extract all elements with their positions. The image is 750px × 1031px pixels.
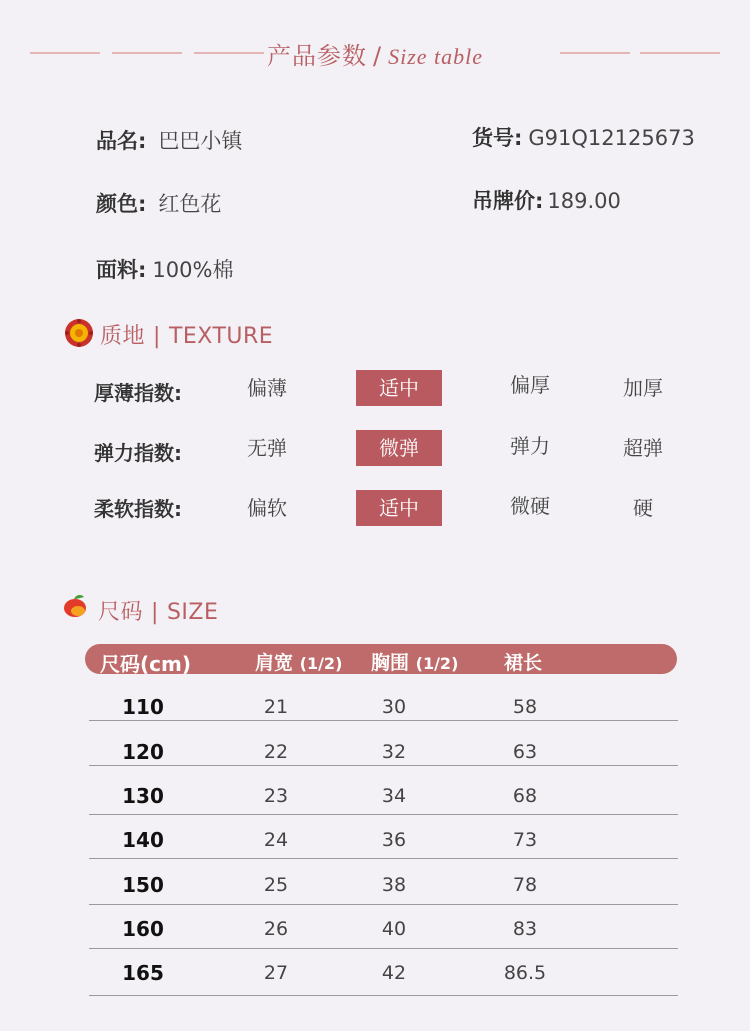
texture-heading-en: TEXTURE bbox=[168, 324, 274, 349]
name-value: 巴巴小镇 bbox=[158, 129, 243, 153]
product-name bbox=[96, 125, 242, 155]
col-shoulder-label: 肩宽 bbox=[255, 652, 294, 674]
row-140-shoulder: 24 bbox=[263, 829, 289, 851]
elasticity-label: 弹力指数: bbox=[94, 441, 182, 465]
row-divider bbox=[89, 995, 678, 996]
row-110-shoulder: 21 bbox=[263, 696, 289, 718]
texture-heading-cn: 质地 bbox=[100, 324, 146, 349]
row-divider bbox=[89, 720, 678, 721]
product-fabric bbox=[96, 254, 233, 284]
sku-value: G91Q12125673 bbox=[528, 126, 695, 150]
col-chest bbox=[371, 648, 458, 675]
color-value: 红色花 bbox=[158, 192, 222, 216]
texture-heading-divider: | bbox=[153, 324, 161, 349]
row-110-chest: 30 bbox=[381, 696, 407, 718]
softness-option-soft: 偏软 bbox=[247, 496, 287, 520]
size-heading bbox=[98, 595, 218, 626]
row-160-length: 83 bbox=[512, 918, 538, 940]
fruit-icon bbox=[62, 593, 88, 623]
row-150-length: 78 bbox=[512, 874, 538, 896]
elasticity-option-none: 无弹 bbox=[247, 436, 287, 460]
thickness-option-thick: 偏厚 bbox=[510, 373, 550, 397]
row-160-size: 160 bbox=[122, 917, 164, 941]
row-divider bbox=[89, 765, 678, 766]
fabric-label: 面料: bbox=[96, 258, 147, 282]
flower-icon bbox=[64, 318, 94, 352]
row-130-size: 130 bbox=[122, 784, 164, 808]
row-165-chest: 42 bbox=[381, 962, 407, 984]
col-chest-half: (1/2) bbox=[415, 654, 459, 673]
product-color bbox=[96, 188, 221, 218]
row-140-size: 140 bbox=[122, 828, 164, 852]
elasticity-option-super: 超弹 bbox=[623, 436, 663, 460]
size-heading-cn: 尺码 bbox=[98, 600, 144, 625]
size-heading-divider: | bbox=[151, 600, 159, 625]
title-cn: 产品参数 bbox=[266, 42, 367, 70]
row-120-length: 63 bbox=[512, 741, 538, 763]
fabric-value: 100%棉 bbox=[152, 258, 234, 282]
col-chest-label: 胸围 bbox=[371, 652, 410, 674]
row-165-length: 86.5 bbox=[503, 962, 547, 984]
elasticity-option-elastic: 弹力 bbox=[510, 434, 550, 458]
title-en: Size table bbox=[388, 44, 484, 69]
row-120-chest: 32 bbox=[381, 741, 407, 763]
softness-option-medium: 适中 bbox=[356, 490, 442, 526]
softness-option-hard: 硬 bbox=[633, 496, 653, 520]
price-value: 189.00 bbox=[547, 189, 621, 213]
row-140-chest: 36 bbox=[381, 829, 407, 851]
col-shoulder-half: (1/2) bbox=[299, 654, 343, 673]
softness-option-slightly-hard: 微硬 bbox=[510, 494, 550, 518]
row-140-length: 73 bbox=[512, 829, 538, 851]
row-divider bbox=[89, 948, 678, 949]
row-110-length: 58 bbox=[512, 696, 538, 718]
product-sku bbox=[472, 122, 695, 152]
col-length: 裙长 bbox=[504, 652, 543, 674]
row-divider bbox=[89, 858, 678, 859]
title-separator: / bbox=[372, 42, 383, 70]
row-120-size: 120 bbox=[122, 740, 164, 764]
product-price bbox=[472, 185, 621, 215]
texture-heading bbox=[100, 319, 273, 350]
row-130-shoulder: 23 bbox=[263, 785, 289, 807]
col-size: 尺码(cm) bbox=[100, 652, 191, 676]
name-label: 品名: bbox=[96, 129, 147, 153]
row-160-chest: 40 bbox=[381, 918, 407, 940]
thickness-option-extra-thick: 加厚 bbox=[623, 376, 663, 400]
row-130-chest: 34 bbox=[381, 785, 407, 807]
row-divider bbox=[89, 814, 678, 815]
elasticity-option-slight: 微弹 bbox=[356, 430, 442, 466]
thickness-option-medium: 适中 bbox=[356, 370, 442, 406]
col-shoulder bbox=[255, 648, 342, 675]
thickness-option-thin: 偏薄 bbox=[247, 376, 287, 400]
price-label: 吊牌价: bbox=[472, 189, 544, 213]
row-150-size: 150 bbox=[122, 873, 164, 897]
row-120-shoulder: 22 bbox=[263, 741, 289, 763]
row-160-shoulder: 26 bbox=[263, 918, 289, 940]
page-title bbox=[0, 36, 750, 71]
row-150-chest: 38 bbox=[381, 874, 407, 896]
color-label: 颜色: bbox=[96, 192, 147, 216]
row-165-size: 165 bbox=[122, 961, 164, 985]
row-divider bbox=[89, 904, 678, 905]
row-110-size: 110 bbox=[122, 695, 164, 719]
sku-label: 货号: bbox=[472, 126, 523, 150]
softness-label: 柔软指数: bbox=[94, 497, 182, 521]
size-heading-en: SIZE bbox=[166, 600, 219, 625]
row-130-length: 68 bbox=[512, 785, 538, 807]
row-150-shoulder: 25 bbox=[263, 874, 289, 896]
thickness-label: 厚薄指数: bbox=[94, 381, 182, 405]
row-165-shoulder: 27 bbox=[263, 962, 289, 984]
